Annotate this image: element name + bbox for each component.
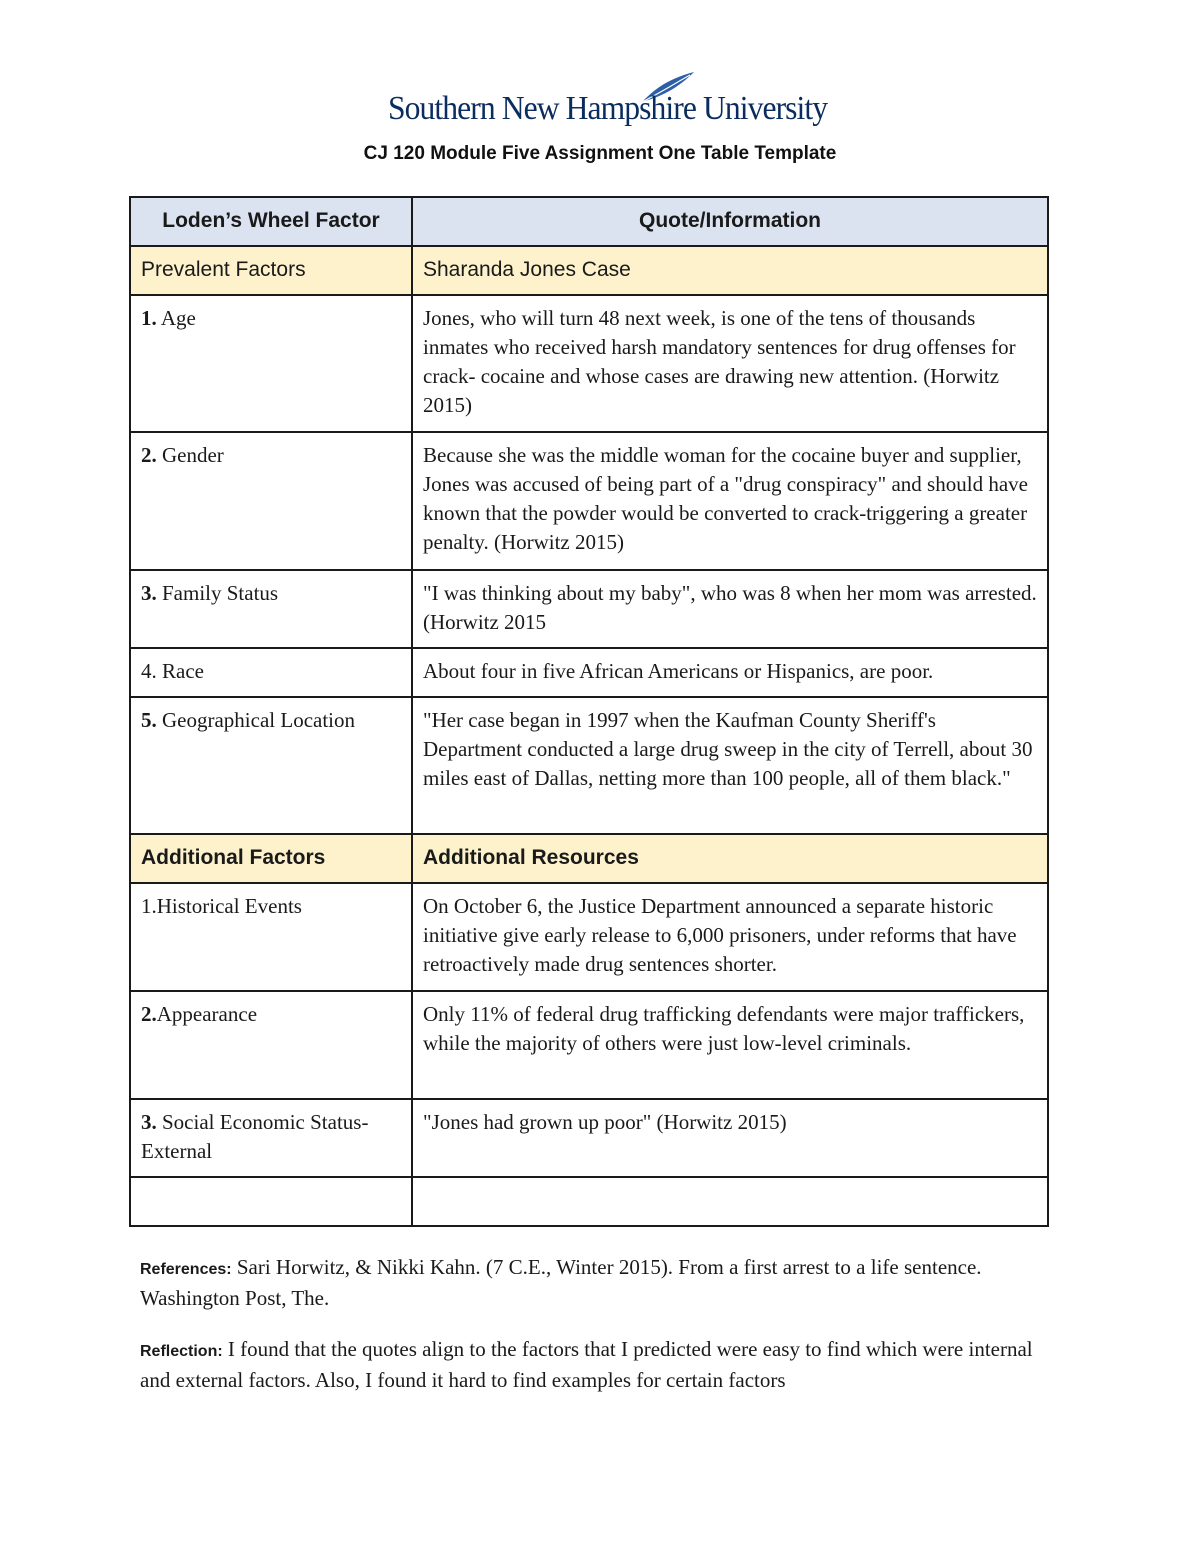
quote-cell: Because she was the middle woman for the cocaine buyer and supplier, Jones was accused of being part of a "drug conspiracy" and should have known that the powder would be converted to crack-triggering a greater penalty. (Horwitz 2015) <box>412 432 1048 570</box>
empty-cell <box>412 1177 1048 1226</box>
quote-cell: "Her case began in 1997 when the Kaufman County Sheriff's Department conducted a large drug sweep in the city of Terrell, about 30 miles east of Dallas, netting more than 100 people, all of them black." <box>412 697 1048 834</box>
factor-label: Race <box>162 659 204 683</box>
section-row-additional <box>130 834 1048 883</box>
factor-label: Social Economic Status-External <box>141 1110 369 1163</box>
factor-cell <box>130 1099 412 1177</box>
column-header-quote: Quote/Information <box>412 197 1048 246</box>
table-row <box>130 1099 1048 1177</box>
table-row <box>130 648 1048 697</box>
page-title: CJ 120 Module Five Assignment One Table Template <box>363 143 837 164</box>
university-name: Southern New Hampshire University <box>388 90 828 127</box>
factor-cell <box>130 648 412 697</box>
section-source: Additional Resources <box>412 834 1048 883</box>
references-text: Sari Horwitz, & Nikki Kahn. (7 C.E., Winter 2015). From a first arrest to a life sentence. Washington Post, The. <box>140 1255 982 1310</box>
factor-cell <box>130 991 412 1099</box>
quote-cell: Only 11% of federal drug trafficking defendants were major traffickers, while the majority of others were just low-level criminals. <box>412 991 1048 1099</box>
factor-number: 3. <box>141 581 157 605</box>
quote-cell: On October 6, the Justice Department announced a separate historic initiative give early release to 6,000 prisoners, under reforms that have retroactively made drug sentences shorter. <box>412 883 1048 991</box>
factor-number: 1. <box>141 306 157 330</box>
factor-label: Gender <box>162 443 224 467</box>
quote-cell: Jones, who will turn 48 next week, is one of the tens of thousands inmates who received harsh mandatory sentences for drug offenses for crack- cocaine and whose cases are drawing new attention. (Horwitz 2015) <box>412 295 1048 432</box>
factor-number: 3. <box>141 1110 157 1134</box>
table-row <box>130 991 1048 1099</box>
section-label: Additional Factors <box>130 834 412 883</box>
table-row <box>130 432 1048 570</box>
factor-label: Appearance <box>156 1002 258 1026</box>
table-header-row <box>130 197 1048 246</box>
table-row-empty <box>130 1177 1048 1226</box>
factor-cell <box>130 570 412 648</box>
factor-label: Historical Events <box>156 894 302 918</box>
reflection-label: Reflection: <box>140 1343 223 1360</box>
factor-number: 4. <box>141 659 157 683</box>
factor-cell <box>130 883 412 991</box>
reflection-paragraph <box>140 1335 1040 1395</box>
section-label: Prevalent Factors <box>130 246 412 295</box>
factor-label: Family Status <box>162 581 279 605</box>
factor-cell <box>130 432 412 570</box>
table-row <box>130 697 1048 834</box>
factor-label: Age <box>160 306 196 330</box>
quote-cell: "Jones had grown up poor" (Horwitz 2015) <box>412 1099 1048 1177</box>
section-row-prevalent <box>130 246 1048 295</box>
table-row <box>130 295 1048 432</box>
column-header-factor: Loden’s Wheel Factor <box>130 197 412 246</box>
factor-cell <box>130 697 412 834</box>
factor-number: 1. <box>141 894 157 918</box>
section-source: Sharanda Jones Case <box>412 246 1048 295</box>
references-paragraph <box>140 1253 1040 1313</box>
references-label: References: <box>140 1261 232 1278</box>
quote-cell: "I was thinking about my baby", who was 8 when her mom was arrested. (Horwitz 2015 <box>412 570 1048 648</box>
factor-number: 2. <box>141 1002 157 1026</box>
factor-number: 5. <box>141 708 157 732</box>
reflection-text: I found that the quotes align to the factors that I predicted were easy to find which were internal and external factors. Also, I found it hard to find examples for certain factors <box>140 1337 1033 1392</box>
university-logo <box>388 66 828 136</box>
factor-label: Geographical Location <box>162 708 355 732</box>
table-row <box>130 570 1048 648</box>
factor-number: 2. <box>141 443 157 467</box>
empty-cell <box>130 1177 412 1226</box>
quote-cell: About four in five African Americans or Hispanics, are poor. <box>412 648 1048 697</box>
notes-section <box>140 1253 1040 1417</box>
factor-cell <box>130 295 412 432</box>
loden-wheel-table <box>129 196 1049 1227</box>
table-row <box>130 883 1048 991</box>
